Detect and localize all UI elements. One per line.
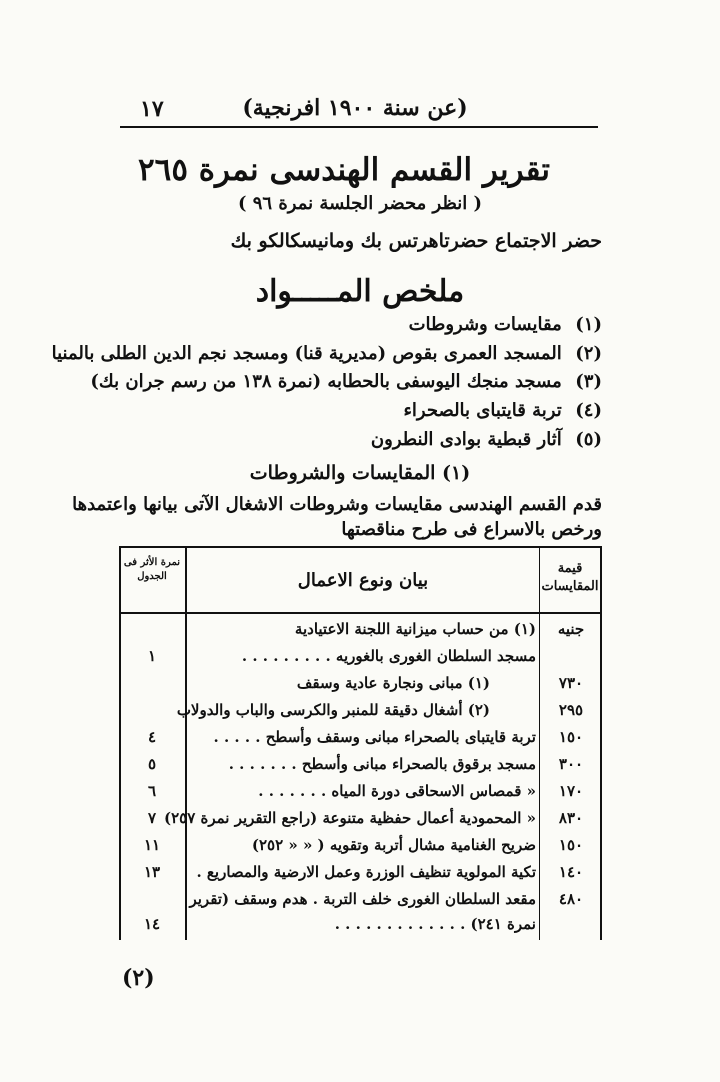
row-description: (١) من حساب ميزانية اللجنة الاعتيادية (294, 620, 536, 638)
section-paragraph-line: قدم القسم الهندسى مقايسات وشروطات الاشغال الآتى بيانها واعتمدها (72, 494, 602, 515)
summary-item (51, 343, 602, 364)
works-table (119, 546, 602, 940)
summary-title: ملخص المـــــواد (255, 274, 465, 309)
row-description: تربة قايتباى بالصحراء مبانى وسقف وأسطح . . . . . (213, 728, 536, 746)
table-row (121, 836, 600, 862)
row-reference: ١١ (143, 836, 161, 854)
page-number: ١٧ (140, 96, 164, 122)
table-row (121, 647, 600, 673)
row-description: تكية المولوية تنظيف الوزرة وعمل الارضية والمصاريع . (196, 863, 536, 881)
row-reference: ٤ (147, 728, 157, 746)
row-description: نمرة ٢٤١) . . . . . . . . . . . . . (334, 915, 536, 933)
summary-item-number: (٥) (575, 429, 602, 450)
row-description: ضريح الغنامية مشال أتربة وتقويه ( « « ٢٥٢) (251, 836, 536, 854)
report-reference: ( انظر محضر الجلسة نمرة ٩٦ ) (237, 193, 483, 214)
row-description: مسجد برقوق بالصحراء مبانى وأسطح . . . . . . . (228, 755, 536, 773)
section-heading: (١) المقايسات والشروطات (249, 462, 471, 484)
section-paragraph-line: ورخص بالاسراع فى طرح مناقصتها (341, 519, 602, 540)
table-row (121, 701, 600, 727)
row-value: ٨٣٠ (558, 809, 584, 827)
row-description: مسجد السلطان الغورى بالغوريه . . . . . . . . . (241, 647, 536, 665)
row-reference: ١ (147, 647, 157, 665)
row-value: ١٥٠ (558, 836, 584, 854)
row-reference: ١٣ (143, 863, 161, 881)
summary-item-number: (٤) (575, 400, 602, 421)
table-row (121, 728, 600, 754)
report-title: تقرير القسم الهندسى نمرة ٢٦٥ (138, 152, 550, 188)
summary-item (90, 371, 602, 392)
row-value: ٧٣٠ (558, 674, 584, 692)
header-divider (121, 612, 600, 614)
summary-item-number: (٢) (575, 343, 602, 364)
row-description: مقعد السلطان الغورى خلف التربة . هدم وسقف (تقرير (189, 890, 536, 908)
header-rule (120, 126, 598, 128)
row-description: « قمصاس الاسحاقى دورة المياه . . . . . . . (258, 782, 536, 800)
row-value: ٤٨٠ (558, 890, 584, 908)
table-row (121, 809, 600, 835)
summary-item-number: (١) (575, 314, 602, 335)
column-header-description: بيان ونوع الاعمال (297, 570, 429, 591)
table-row (121, 674, 600, 700)
table-row (121, 755, 600, 781)
row-value: ١٧٠ (558, 782, 584, 800)
summary-item-number: (٣) (575, 371, 602, 392)
running-header: (عن سنة ١٩٠٠ افرنجية) (242, 95, 468, 121)
table-row (121, 620, 600, 646)
row-value: ١٥٠ (558, 728, 584, 746)
column-header-reference: نمرة الأثر فى الجدول (123, 557, 181, 582)
summary-item-text: مقايسات وشروطات (408, 314, 562, 335)
row-value: جنيه (557, 620, 585, 638)
row-value: ٣٠٠ (558, 755, 584, 773)
summary-item-text: مسجد منجك اليوسفى بالحطابه (نمرة ١٣٨ من رسم جران بك) (90, 371, 562, 392)
row-value: ٢٩٥ (558, 701, 584, 719)
row-reference: ٧ (147, 809, 157, 827)
table-row (121, 863, 600, 889)
summary-item (132, 314, 602, 335)
row-reference: ٦ (147, 782, 157, 800)
summary-item (132, 429, 602, 450)
row-value: ١٤٠ (558, 863, 584, 881)
signature-mark: (٢) (122, 965, 155, 991)
column-header-value: قيمة المقايسات (541, 561, 599, 594)
summary-item (132, 400, 602, 421)
row-reference: ١٤ (143, 915, 161, 933)
attendance-line: حضر الاجتماع حضرتاهرتس بك ومانيسكالكو بك (230, 230, 602, 252)
row-description: (٢) أشغال دقيقة للمنبر والكرسى والباب والدولاب (176, 701, 490, 719)
table-row (121, 915, 600, 941)
summary-item-text: المسجد العمرى بقوص (مديرية قنا) ومسجد نجم الدين الطلى بالمنيا (51, 343, 562, 364)
summary-item-text: آثار قبطية بوادى النطرون (370, 429, 562, 450)
row-description: (١) مبانى ونجارة عادية وسقف (296, 674, 490, 692)
row-reference: ٥ (147, 755, 157, 773)
table-row (121, 890, 600, 916)
summary-item-text: تربة قايتباى بالصحراء (403, 400, 562, 421)
row-description: « المحمودية أعمال حفظية متنوعة (راجع التقرير نمرة ٢٥٧) (164, 809, 536, 827)
table-row (121, 782, 600, 808)
